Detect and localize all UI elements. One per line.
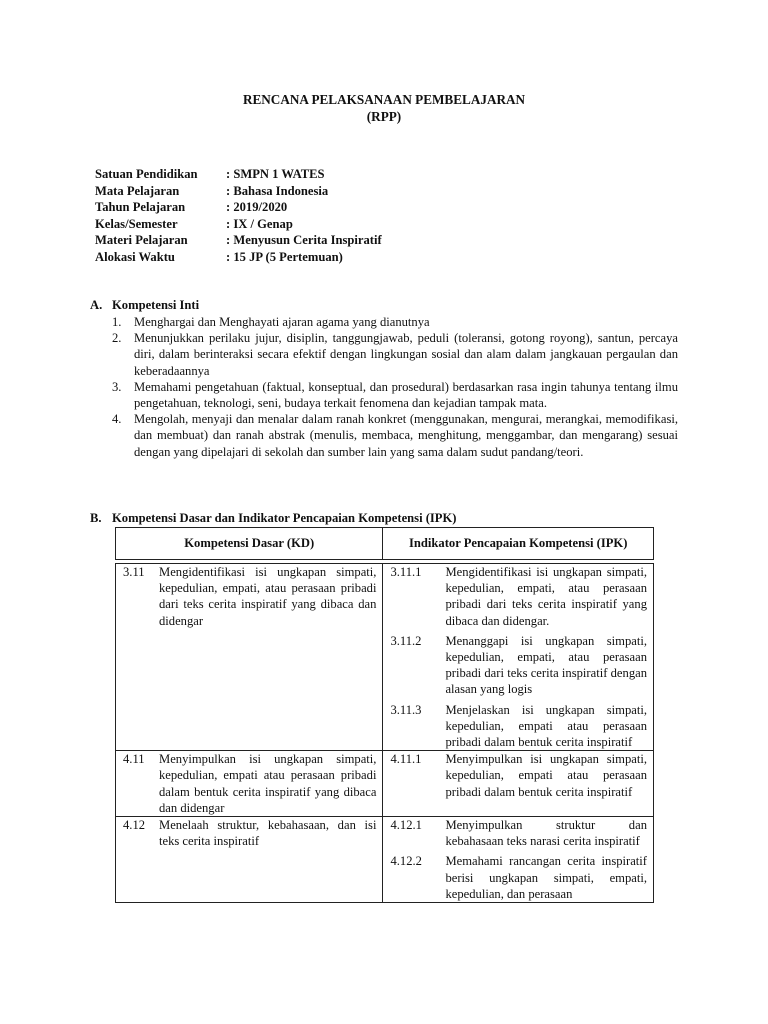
section-b-heading [90,510,457,526]
list-item [112,314,678,330]
section-title: Kompetensi Dasar dan Indikator Pencapaian Kompetensi (IPK) [112,511,457,525]
ipk-text: Menyimpulkan struktur dan kebahasaan teks narasi cerita inspiratif [445,818,647,849]
identity-value: : 2019/2020 [226,200,288,214]
ipk-text: Menanggapi isi ungkapan simpati, kepedulian, empati, atau perasaan pribadi dari teks cerita inspiratif dengan alasan yang logis [445,633,647,697]
section-letter: A. [90,298,103,312]
identity-row-time [95,249,382,266]
list-item [112,411,678,460]
identity-label: Tahun Pelajaran [95,200,186,214]
identity-label: Kelas/Semester [95,216,178,231]
list-number: 4. [112,412,122,427]
kd-cell [116,564,383,751]
section-a-heading [90,297,199,313]
identity-row-school [95,166,382,183]
ipk-cell [383,751,654,817]
ipk-text: Memahami rancangan cerita inspiratif berisi ungkapan simpati, empati, kepedulian, dan perasaan [445,854,647,901]
list-item [112,330,678,379]
table-header-ipk: Indikator Pencapaian Kompetensi (IPK) [383,528,654,560]
section-letter: B. [90,511,102,525]
ipk-text: Menjelaskan isi ungkapan simpati, kepedulian, empati atau perasaan pribadi dalam bentuk cerita inspiratif [445,702,647,750]
document-title: RENCANA PELAKSANAAN PEMBELAJARAN [242,92,526,107]
identity-label: Satuan Pendidikan [95,167,198,181]
ipk-number: 4.11.1 [390,752,422,767]
kd-text: Menelaah struktur, kebahasaan, dan isi teks cerita inspiratif [159,818,377,849]
ipk-text: Menyimpulkan isi ungkapan simpati, kepedulian, empati atau perasaan pribadi dalam bentuk cerita inspiratif [445,752,647,799]
identity-value: : SMPN 1 WATES [226,167,325,181]
identity-value: : IX / Genap [226,216,293,231]
identity-block [95,166,382,265]
list-number: 2. [112,331,122,346]
kd-text: Mengidentifikasi isi ungkapan simpati, kepedulian, empati, atau perasaan pribadi dari teks cerita inspiratif yang dibaca dan didengar [159,565,377,628]
kd-cell [116,817,383,903]
identity-row-class [95,216,382,233]
identity-value: : 15 JP (5 Pertemuan) [226,249,343,264]
identity-label: Alokasi Waktu [95,249,175,264]
list-number: 1. [112,315,122,329]
list-text: Memahami pengetahuan (faktual, konseptual, dan prosedural) berdasarkan rasa ingin tahunya tentang ilmu pengetahuan, teknologi, seni, budaya terkait fenomena dan kejadian tampak mata. [134,379,678,411]
kd-text: Menyimpulkan isi ungkapan simpati, kepedulian, empati atau perasaan pribadi dalam bentuk cerita inspiratif yang dibaca dan didengar [159,752,377,815]
kompetensi-inti-list [112,314,678,460]
kd-ipk-table [115,527,654,903]
table-row [116,564,654,751]
ipk-number: 3.11.2 [390,633,422,648]
ipk-number: 3.11.1 [390,565,422,579]
ipk-text: Mengidentifikasi isi ungkapan simpati, kepedulian, empati, atau perasaan pribadi dari teks cerita inspiratif yang dibaca dan didengar. [445,565,647,628]
identity-row-year [95,199,382,216]
identity-value: : Menyusun Cerita Inspiratif [226,233,382,247]
identity-row-subject [95,183,382,200]
table-row [116,817,654,903]
kd-cell [116,751,383,817]
list-text: Mengolah, menyaji dan menalar dalam ranah konkret (menggunakan, mengurai, merangkai, memodifikasi, dan membuat) dan ranah abstrak (menulis, membaca, menghitung, menggambar, dan mengarang) sesuai dengan yang dipelajari di sekolah dan sumber lain yang sama dalam sudut pandang/teori. [134,412,678,459]
kd-number: 4.12 [123,818,146,833]
ipk-cell [383,817,654,903]
identity-label: Materi Pelajaran [95,233,188,247]
ipk-cell [383,564,654,751]
ipk-number: 4.12.2 [390,854,422,869]
table-header-kd: Kompetensi Dasar (KD) [116,528,383,560]
ipk-number: 3.11.3 [390,702,422,717]
identity-label: Mata Pelajaran [95,183,180,198]
list-item [112,379,678,411]
list-text: Menghargai dan Menghayati ajaran agama yang dianutnya [134,315,430,329]
kd-number: 4.11 [123,752,145,767]
section-title: Kompetensi Inti [112,298,200,312]
identity-value: : Bahasa Indonesia [226,183,329,198]
table-row [116,751,654,817]
identity-row-material [95,232,382,249]
document-subtitle: (RPP) [366,109,402,124]
ipk-number: 4.12.1 [390,818,422,833]
list-number: 3. [112,379,122,394]
kd-number: 3.11 [123,565,145,579]
list-text: Menunjukkan perilaku jujur, disiplin, tanggungjawab, peduli (toleransi, gotong royong), santun, percaya diri, dalam berinteraksi secara efektif dengan lingkungan sosial dan alam dalam jangkauan pergaulan dan keberadaannya [134,331,678,378]
